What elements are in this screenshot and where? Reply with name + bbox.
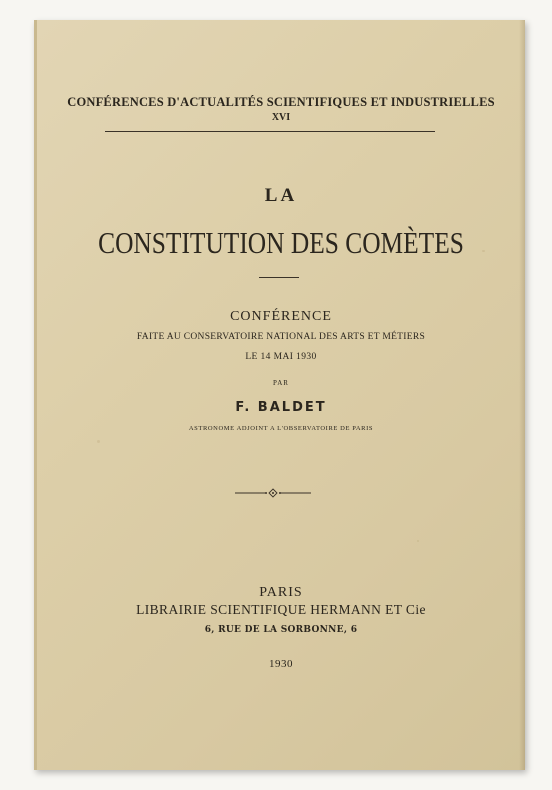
by-label: PAR: [273, 379, 289, 387]
paper-speck: [482, 250, 485, 252]
series-title: CONFÉRENCES D'ACTUALITÉS SCIENTIFIQUES ET INDUSTRIELLES: [67, 95, 495, 109]
ornament-divider: [235, 487, 311, 499]
paper-speck: [97, 440, 100, 443]
series-number: XVI: [271, 112, 291, 123]
author-name: F. BALDET: [235, 400, 327, 415]
conference-date: LE 14 MAI 1930: [245, 352, 317, 362]
paper-speck: [417, 540, 419, 542]
conference-label: CONFÉRENCE: [230, 309, 332, 324]
title-rule: [259, 277, 299, 278]
book-cover: [34, 20, 525, 770]
venue-line: FAITE AU CONSERVATOIRE NATIONAL DES ARTS ET MÉTIERS: [136, 332, 426, 342]
publication-place: PARIS: [259, 585, 303, 600]
header-rule: [105, 131, 435, 132]
publisher-name: LIBRAIRIE SCIENTIFIQUE HERMANN ET Cie: [136, 602, 426, 617]
author-title: ASTRONOME ADJOINT A L'OBSERVATOIRE DE PARIS: [188, 425, 374, 432]
publication-year: 1930: [269, 658, 293, 670]
publisher-address: 6, RUE DE LA SORBONNE, 6: [204, 625, 358, 635]
title-article: LA: [264, 185, 298, 206]
book-title: CONSTITUTION DES COMÈTES: [98, 225, 464, 260]
